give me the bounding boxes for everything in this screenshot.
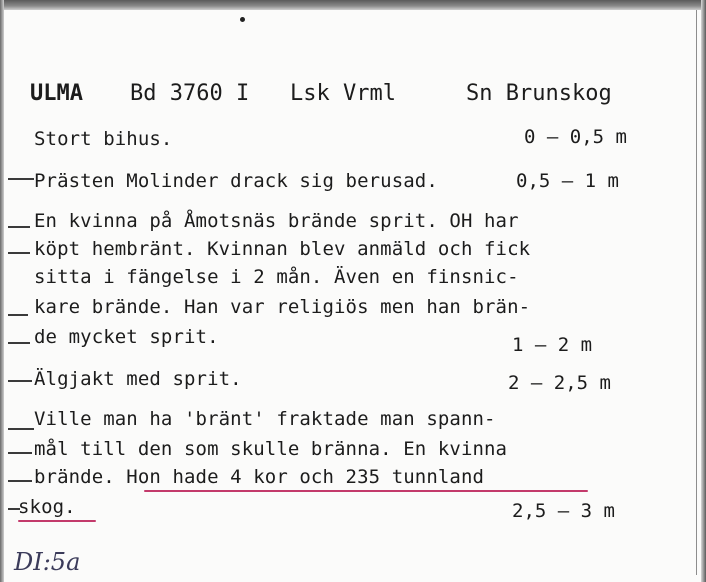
header-province: Lsk Vrml (290, 81, 396, 106)
punch-dot (240, 17, 245, 22)
entry-3-line-1: En kvinna på Åmotsnäs brände sprit. OH har (34, 210, 519, 232)
entry-4-measure: 2 – 2,5 m (508, 372, 611, 394)
entry-3-line-2: köpt hembränt. Kvinnan blev anmäld och fick (34, 238, 531, 260)
entry-5-measure: 2,5 – 3 m (512, 500, 615, 522)
entry-3-line-5: de mycket sprit. (34, 326, 219, 348)
margin-mark (8, 428, 34, 430)
top-border (0, 0, 706, 10)
entry-5-line-2: mål till den som skulle bränna. En kvinna (34, 438, 508, 460)
margin-mark (8, 178, 34, 180)
margin-mark (8, 342, 30, 344)
margin-mark (8, 252, 30, 254)
header-parish: Sn Brunskog (466, 81, 612, 106)
entry-1-line-1: Stort bihus. (34, 128, 173, 150)
margin-mark (8, 480, 32, 482)
header-name: ULMA (30, 81, 83, 106)
margin-mark (8, 314, 28, 316)
margin-mark (8, 380, 32, 382)
entry-5-line-4: skog. (18, 496, 76, 518)
entry-5-line-3: brände. Hon hade 4 kor och 235 tunnland (34, 466, 485, 488)
entry-4-line-1: Älgjakt med sprit. (34, 368, 242, 390)
entry-3-line-3: sitta i fängelse i 2 mån. Även en finsnic- (34, 266, 519, 288)
entry-5-line-1: Ville man ha 'bränt' fraktade man spann- (34, 408, 496, 430)
handwritten-reference: DI:5a (14, 548, 81, 576)
header-volume: Bd 3760 I (130, 81, 250, 106)
entry-2-measure: 0,5 – 1 m (516, 170, 619, 192)
margin-mark (8, 226, 30, 228)
right-margin-line (696, 10, 697, 575)
entry-3-line-4: kare brände. Han var religiös men han brän- (34, 296, 531, 318)
margin-mark (8, 452, 32, 454)
entry-3-measure: 1 – 2 m (512, 334, 593, 356)
red-underline (144, 490, 588, 492)
right-border (701, 0, 706, 582)
entry-2-line-1: Prästen Molinder drack sig berusad. (34, 170, 438, 192)
entry-1-measure: 0 – 0,5 m (524, 126, 627, 148)
red-underline (18, 520, 96, 522)
left-border (0, 0, 4, 582)
